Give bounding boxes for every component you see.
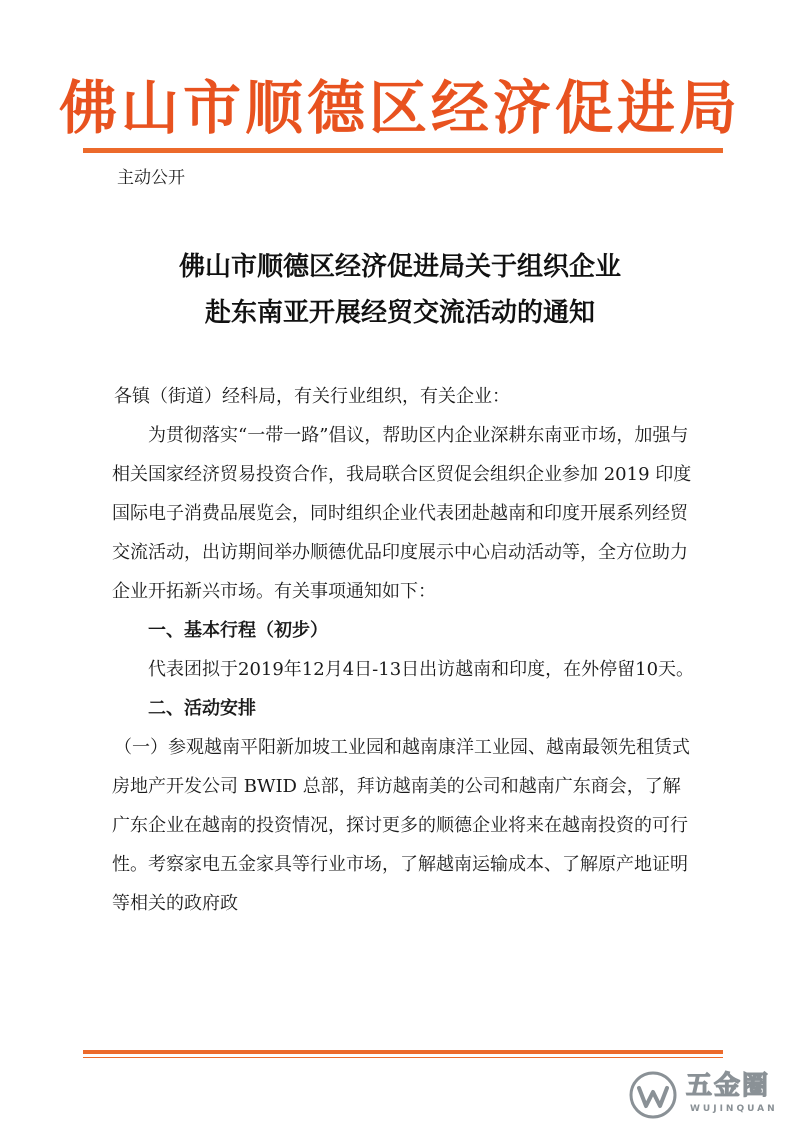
footer-rule: [83, 1050, 723, 1054]
intro-paragraph: 为贯彻落实“一带一路”倡议，帮助区内企业深耕东南亚市场，加强与相关国家经济贸易投资合作，我局联合区贸促会组织企业参加 2019 印度国际电子消费品展览会，同时组织企业代表团赴越南和印度开展系列经贸交流活动，出访期间举办顺德优品印度展示中心启动活动等，全方位助力企业开拓新兴市场。有关事项通知如下：: [112, 425, 692, 602]
salutation: 各镇（街道）经科局，有关行业组织，有关企业：: [114, 386, 510, 407]
wujinquan-logo-icon: [628, 1070, 678, 1120]
watermark-text: 五金圈: [686, 1071, 771, 1101]
itinerary-paragraph: 代表团拟于2019年12月4日-13日出访越南和印度，在外停留10天。: [148, 659, 695, 680]
masthead-rule: [83, 148, 723, 153]
document-title-line2: 赴东南亚开展经贸交流活动的通知: [204, 298, 595, 328]
document-title-line1: 佛山市顺德区经济促进局关于组织企业: [178, 252, 621, 282]
activities-paragraph: （一）参观越南平阳新加坡工业园和越南康洋工业园、越南最领先租赁式房地产开发公司 BWID 总部，拜访越南美的公司和越南广东商会，了解广东企业在越南的投资情况，探讨更多的顺德企业将来在越南投资的可行性。考察家电五金家具等行业市场，了解越南运输成本、了解原产地证明等相关的政府政: [112, 737, 690, 914]
watermark: [628, 1068, 793, 1124]
section-heading-itinerary: 一、基本行程（初步）: [148, 620, 328, 641]
document-body: [112, 377, 698, 923]
document-title: [0, 244, 800, 336]
watermark-subtext: WUJINQUAN: [690, 1104, 778, 1114]
disclosure-label: 主动公开: [117, 168, 185, 188]
masthead-title: 佛山市顺德区经济促进局: [58, 74, 741, 142]
section-heading-activities: 二、活动安排: [148, 698, 256, 719]
footer-rule-thin: [83, 1057, 723, 1058]
